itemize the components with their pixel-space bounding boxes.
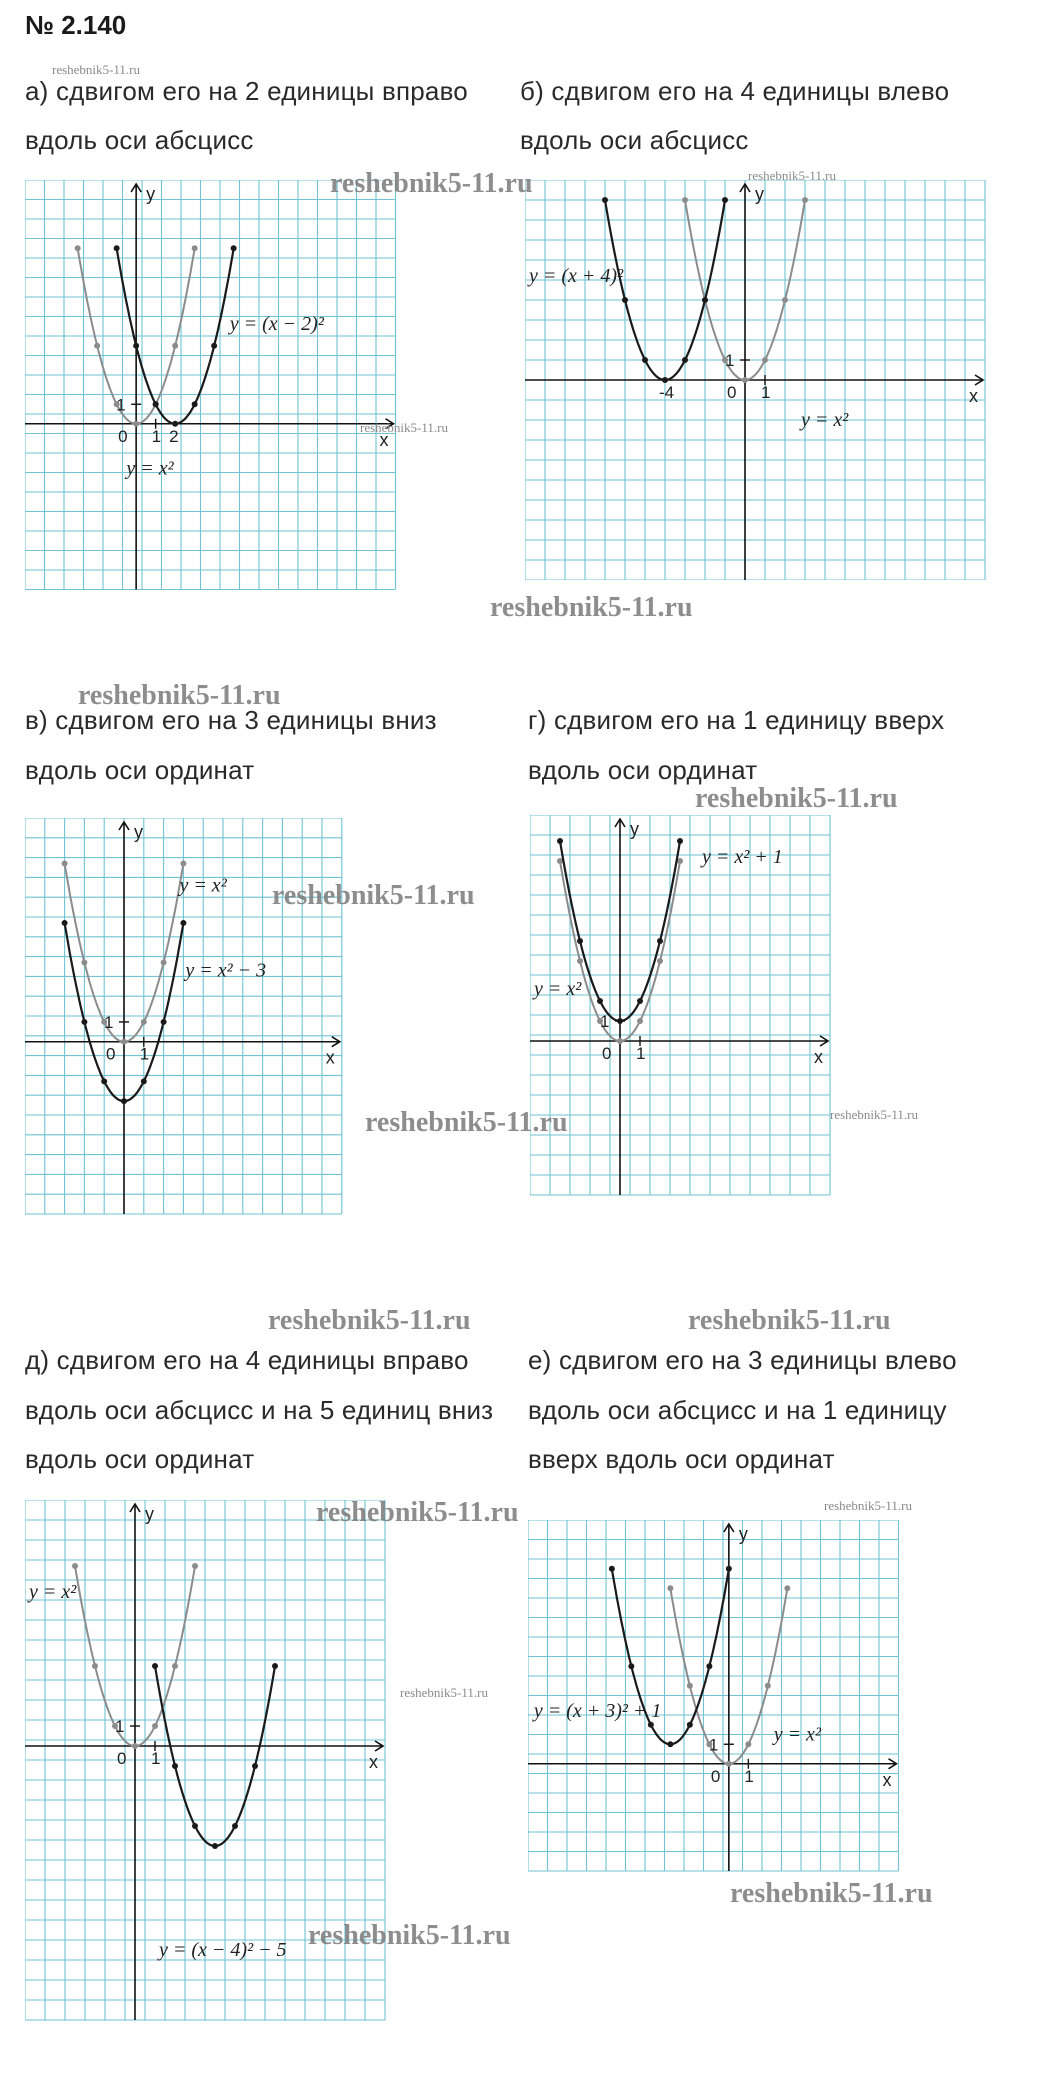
task-e-line-2: вдоль оси абсцисс и на 1 единицу: [528, 1395, 947, 1425]
parabola-shifted-point: [252, 1763, 258, 1769]
parabola-shifted-point: [62, 920, 68, 926]
parabola-shifted-point: [153, 401, 159, 407]
parabola-base-point: [765, 1683, 771, 1689]
x-tick-1: 1: [151, 1749, 161, 1768]
x-axis-label: x: [814, 1047, 823, 1067]
watermark: reshebnik5-11.ru: [688, 1305, 891, 1336]
parabola-shifted-point: [682, 357, 688, 363]
watermark: reshebnik5-11.ru: [78, 680, 281, 711]
parabola-shifted-point: [687, 1722, 693, 1728]
parabola-shifted-point: [192, 1823, 198, 1829]
parabola-base-point: [152, 1723, 158, 1729]
parabola-base-point: [172, 343, 178, 349]
task-b-line-2: вдоль оси абсцисс: [520, 125, 749, 155]
y-axis-label: y: [145, 1504, 154, 1524]
parabola-shifted-point: [557, 838, 563, 844]
parabola-base-point: [172, 1663, 178, 1669]
task-g-line-1: г) сдвигом его на 1 единицу вверх: [528, 705, 945, 735]
problem-number: № 2.140: [25, 10, 127, 40]
label-base-function: y = x²: [126, 457, 174, 480]
parabola-base-point: [92, 1663, 98, 1669]
task-b-line-1: б) сдвигом его на 4 единицы влево: [520, 76, 950, 106]
parabola-shifted-point: [152, 1663, 158, 1669]
parabola-shifted-point: [657, 938, 663, 944]
origin-label: 0: [727, 383, 737, 402]
parabola-shifted-point: [272, 1663, 278, 1669]
parabola-base-point: [192, 245, 198, 251]
parabola-shifted-point: [211, 343, 217, 349]
parabola-base-point: [121, 1039, 127, 1045]
parabola-base-point: [141, 1019, 147, 1025]
parabola-base-point: [161, 960, 167, 966]
y-axis-label: y: [146, 184, 156, 204]
parabola-base-point: [657, 958, 663, 964]
parabola-shifted-point: [722, 197, 728, 203]
task-d-line-3: вдоль оси ординат: [25, 1444, 255, 1474]
label-shifted-function: y = (x + 3)² + 1: [533, 1699, 662, 1722]
parabola-shifted-point: [642, 357, 648, 363]
y-tick-1: 1: [115, 1717, 125, 1736]
watermark-small: reshebnik5-11.ru: [824, 1498, 912, 1513]
parabola-shifted-point: [597, 998, 603, 1004]
parabola-base-point: [62, 861, 68, 867]
x-tick-1: 1: [744, 1766, 754, 1786]
y-tick-1: 1: [116, 395, 126, 415]
label-shifted-function: y = (x − 2)²: [229, 313, 324, 336]
label-shifted-function: y = x² + 1: [702, 846, 783, 868]
task-d-line-2: вдоль оси абсцисс и на 5 единиц вниз: [25, 1395, 494, 1425]
watermark-small: reshebnik5-11.ru: [748, 168, 836, 183]
parabola-base-point: [132, 1743, 138, 1749]
x-tick-1: 1: [761, 383, 771, 402]
label-base-function: y = x²: [801, 409, 849, 431]
parabola-shifted: [155, 1666, 275, 1846]
y-tick-1: 1: [104, 1012, 114, 1032]
task-g-line-2: вдоль оси ординат: [528, 755, 758, 785]
watermark: reshebnik5-11.ru: [365, 1107, 568, 1138]
parabola-base-point: [745, 1741, 751, 1747]
task-e-line-1: е) сдвигом его на 3 единицы влево: [528, 1345, 957, 1375]
parabola-base-point: [762, 357, 768, 363]
task-a-line-1: а) сдвигом его на 2 единицы вправо: [25, 76, 468, 106]
label-base-function: y = x²: [534, 978, 582, 1000]
parabola-base-point: [192, 1563, 198, 1569]
parabola-base-point: [637, 1018, 643, 1024]
y-axis-label: y: [755, 184, 764, 204]
label-shifted-function: y = (x − 4)² − 5: [159, 1939, 287, 1961]
parabola-shifted-point: [81, 1019, 87, 1025]
watermark: reshebnik5-11.ru: [272, 880, 475, 911]
parabola-shifted-point: [622, 297, 628, 303]
graph-e: [528, 1520, 928, 1890]
graph-b: [525, 180, 1000, 580]
label-base-function: y = x²: [179, 874, 227, 897]
origin-label: 0: [710, 1766, 721, 1786]
parabola-base-point: [133, 421, 139, 427]
parabola-shifted-point: [141, 1078, 147, 1084]
parabola-shifted-point: [133, 343, 139, 349]
x-tick-1: 1: [139, 1044, 150, 1064]
label-base-function: y = x²: [773, 1723, 821, 1746]
parabola-base-point: [94, 343, 100, 349]
parabola-shifted-point: [602, 197, 608, 203]
x-axis-label: x: [325, 1047, 335, 1068]
parabola-shifted-point: [577, 938, 583, 944]
y-axis-label: y: [630, 819, 639, 839]
parabola-base-point: [617, 1038, 623, 1044]
label-shifted-function: y = x² − 3: [185, 959, 267, 982]
x-tick-extra: -4: [659, 383, 675, 402]
parabola-base-point: [682, 197, 688, 203]
task-a-line-2: вдоль оси абсцисс: [25, 125, 254, 155]
y-tick-1: 1: [725, 351, 735, 370]
parabola-base-point: [180, 861, 186, 867]
watermark: reshebnik5-11.ru: [308, 1920, 511, 1951]
parabola-shifted-point: [667, 1741, 673, 1747]
parabola-shifted-point: [172, 1763, 178, 1769]
watermark: reshebnik5-11.ru: [695, 783, 898, 814]
watermark: reshebnik5-11.ru: [490, 592, 693, 623]
x-axis-label: x: [969, 386, 978, 406]
task-e-line-3: вверх вдоль оси ординат: [528, 1444, 835, 1474]
watermark-small: reshebnik5-11.ru: [360, 420, 448, 435]
parabola-shifted-point: [101, 1078, 107, 1084]
watermark: reshebnik5-11.ru: [330, 168, 533, 199]
watermark: reshebnik5-11.ru: [316, 1497, 519, 1528]
parabola-base-point: [577, 958, 583, 964]
watermark-small: reshebnik5-11.ru: [52, 62, 140, 77]
graph-g: [530, 815, 860, 1215]
parabola-base-point: [667, 1585, 673, 1591]
parabola-shifted-point: [121, 1098, 127, 1104]
parabola-shifted-point: [706, 1663, 712, 1669]
x-axis-label: x: [369, 1752, 378, 1772]
label-base-function: y = x²: [29, 1581, 77, 1603]
origin-label: 0: [117, 1749, 127, 1768]
parabola-shifted-point: [677, 838, 683, 844]
x-tick-1: 1: [151, 426, 162, 446]
origin-label: 0: [602, 1044, 612, 1063]
parabola-shifted-point: [609, 1566, 615, 1572]
parabola-base-point: [72, 1563, 78, 1569]
parabola-shifted-point: [161, 1019, 167, 1025]
graph-a: [25, 180, 415, 600]
task-v-line-2: вдоль оси ординат: [25, 755, 255, 785]
y-axis-label: y: [134, 822, 143, 842]
parabola-shifted-point: [192, 401, 198, 407]
watermark-small: reshebnik5-11.ru: [400, 1685, 488, 1700]
parabola-base-point: [784, 1585, 790, 1591]
y-axis-label: y: [738, 1524, 748, 1544]
x-tick-1: 1: [636, 1044, 646, 1063]
x-tick-extra: 2: [169, 426, 179, 446]
parabola-shifted-point: [212, 1843, 218, 1849]
parabola-shifted-point: [231, 245, 237, 251]
label-shifted-function: y = (x + 4)²: [529, 265, 624, 287]
parabola-base-point: [81, 960, 87, 966]
parabola-shifted-point: [114, 245, 120, 251]
watermark-small: reshebnik5-11.ru: [830, 1107, 918, 1122]
watermark: reshebnik5-11.ru: [268, 1305, 471, 1336]
parabola-base-point: [742, 377, 748, 383]
origin-label: 0: [106, 1044, 116, 1064]
task-d-line-1: д) сдвигом его на 4 единицы вправо: [25, 1345, 469, 1375]
parabola-base-point: [726, 1761, 732, 1767]
parabola-shifted-point: [628, 1663, 634, 1669]
parabola-base-point: [802, 197, 808, 203]
parabola-base-point: [687, 1683, 693, 1689]
x-axis-label: x: [379, 429, 389, 450]
parabola-base-point: [782, 297, 788, 303]
parabola-shifted-point: [726, 1566, 732, 1572]
parabola-shifted-point: [648, 1722, 654, 1728]
origin-label: 0: [118, 426, 128, 446]
y-tick-1: 1: [600, 1012, 610, 1031]
parabola-base-point: [75, 245, 81, 251]
y-tick-1: 1: [708, 1735, 719, 1755]
parabola-shifted-point: [232, 1823, 238, 1829]
watermark: reshebnik5-11.ru: [730, 1878, 933, 1909]
task-v-line-1: в) сдвигом его на 3 единицы вниз: [25, 705, 437, 735]
parabola-shifted-point: [637, 998, 643, 1004]
x-axis-label: x: [882, 1769, 892, 1790]
parabola-shifted-point: [180, 920, 186, 926]
parabola-shifted-point: [702, 297, 708, 303]
